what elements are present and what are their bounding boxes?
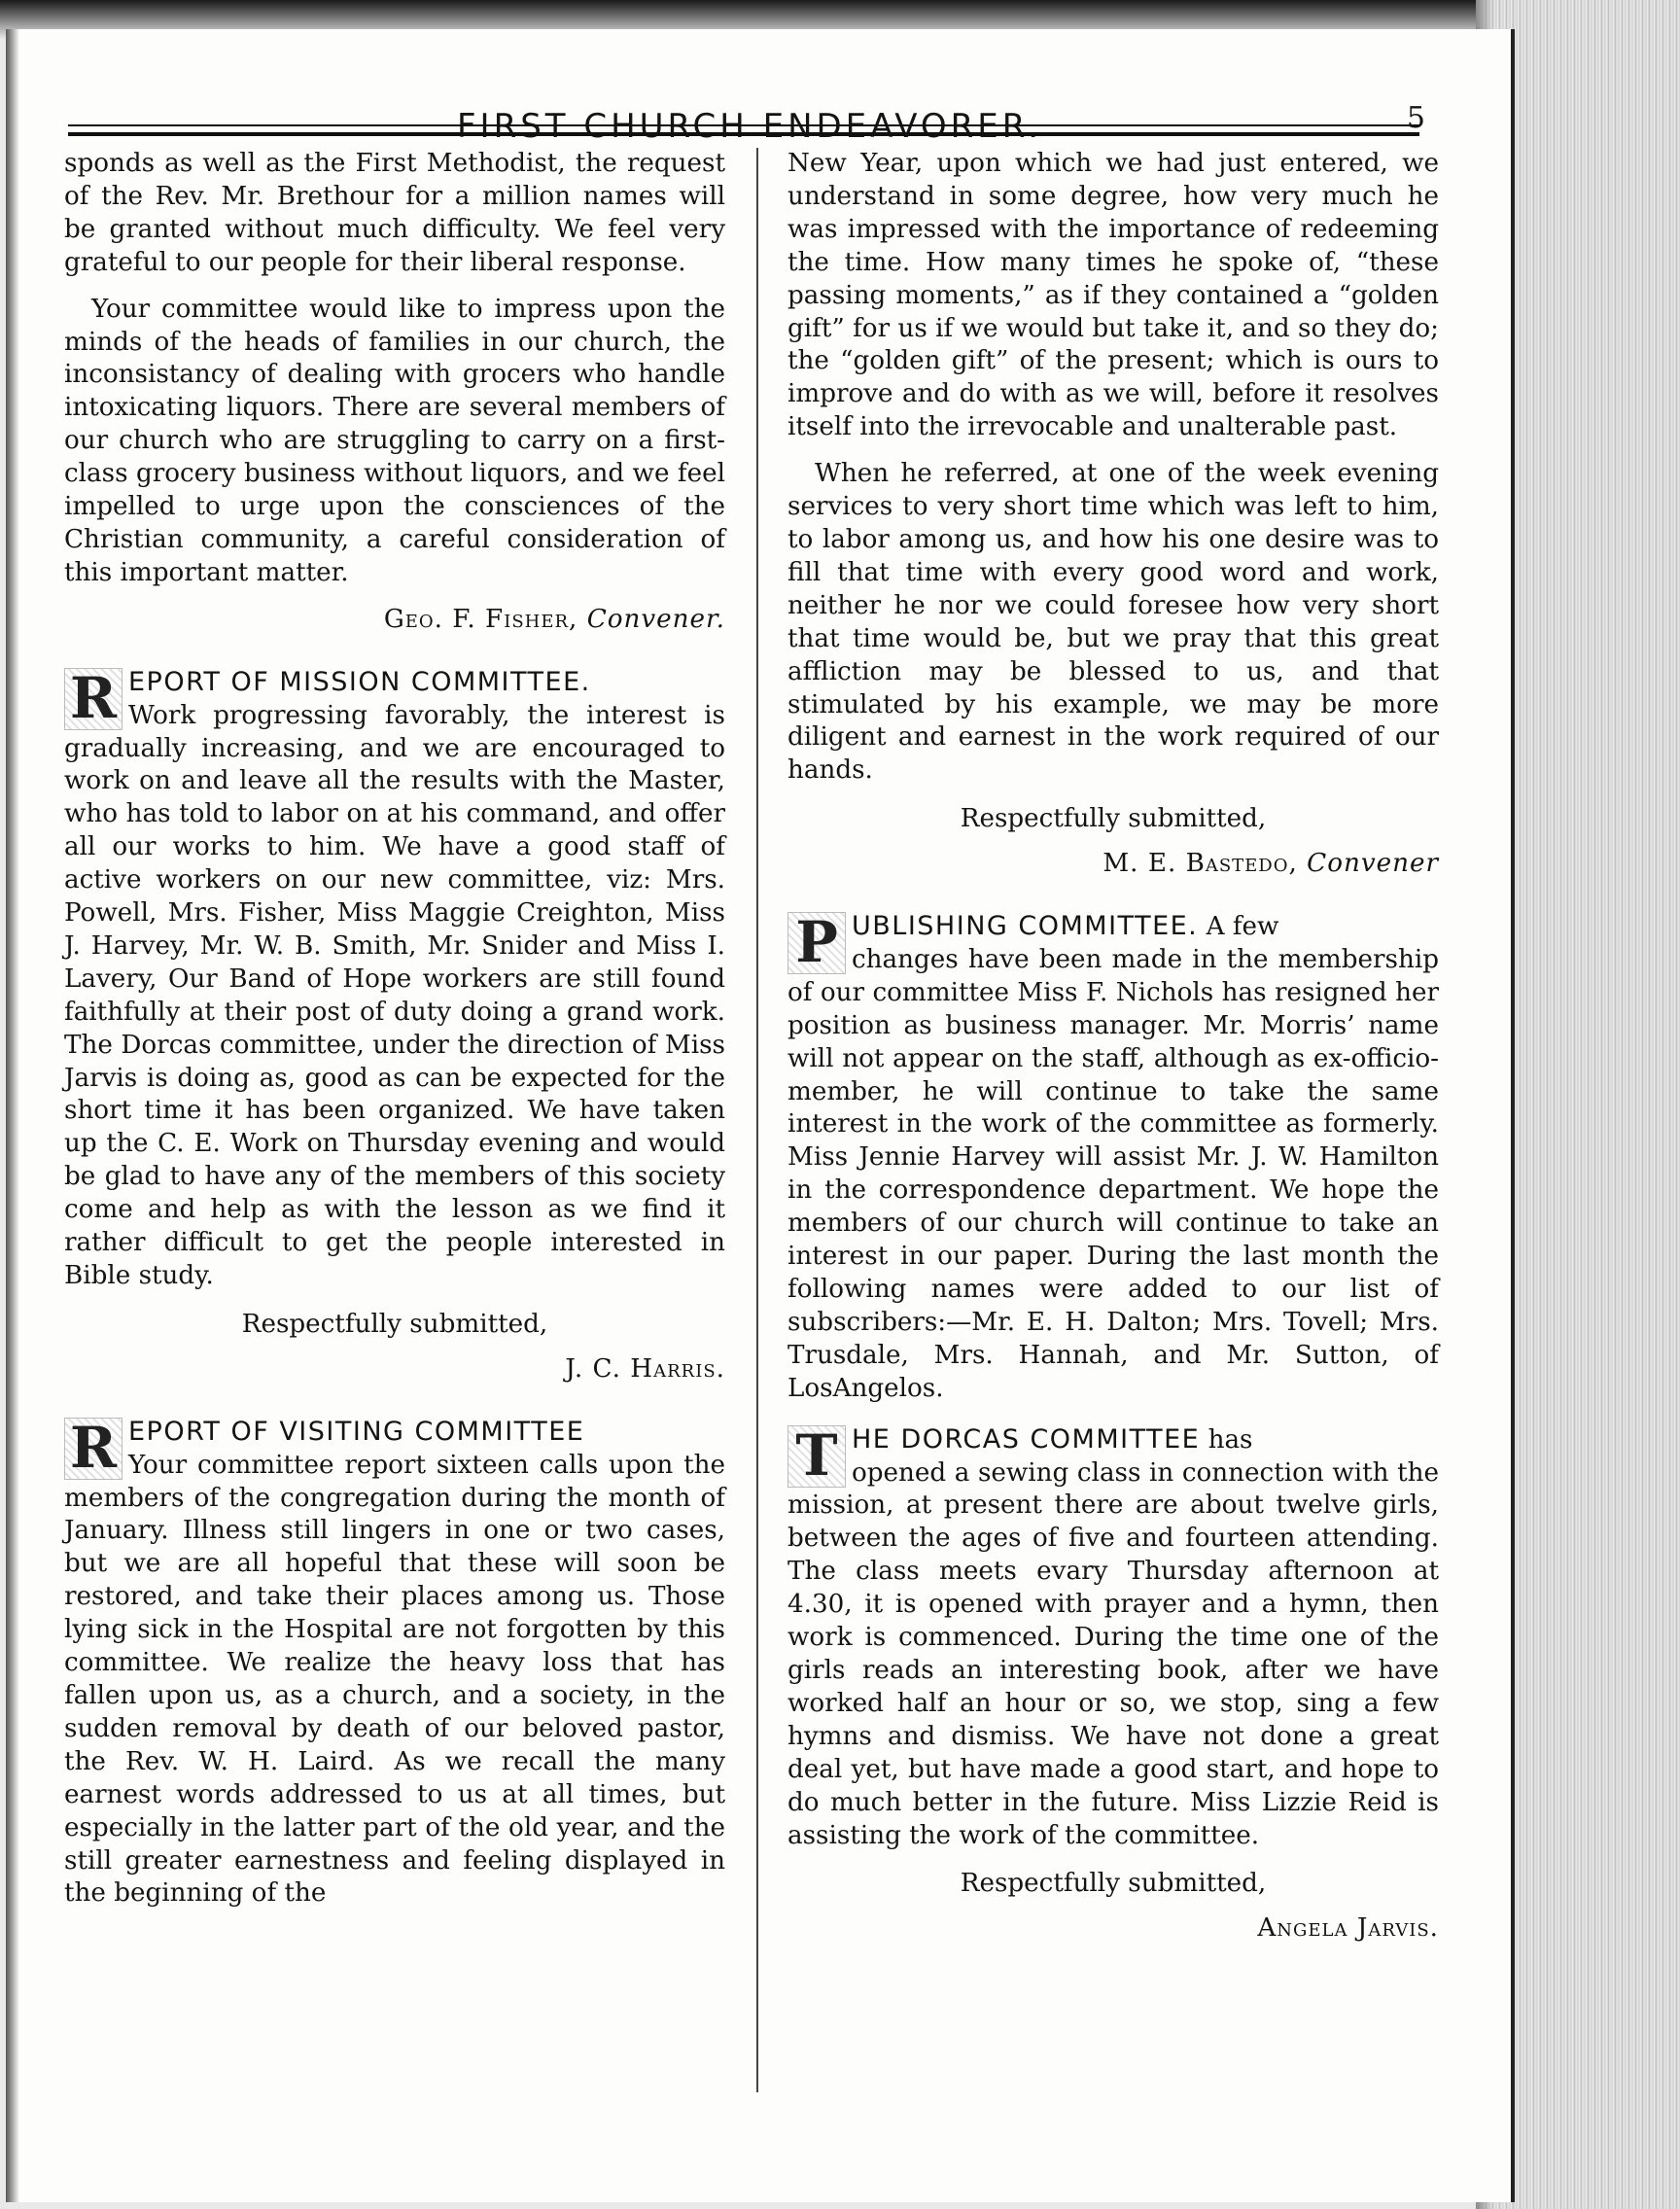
publishing-body-start: A few [1206,912,1279,942]
dorcas-signature: Angela Jarvis. [1257,1913,1439,1944]
paragraph-new-year: New Year, upon which we had just entered, we understand in some degree, how very much he was impressed with the importance of redeeming the time. How many times he spoke of, “these passing moments,” as if they contained a “golden gift” for us if we would but take it, and so they do; the “golden gift” of the present; which is ours to improve and do with as we will, before it resolves itself into the irrevocable and unalterable past. [788,149,1439,442]
visiting-heading: EPORT OF VISITING COMMITTEE [128,1416,585,1447]
dorcas-closing: Respectfully submitted, [960,1869,1267,1899]
publication-title: FIRST CHURCH ENDEAVORER. [456,107,1042,146]
mission-signature: J. C. Harris. [565,1353,725,1384]
page-number: 5 [1406,101,1425,135]
visiting-heading-line [64,1416,725,1911]
paragraph-continuation: sponds as well as the First Methodist, the request of the Rev. Mr. Brethour for a million names will be granted without much difficulty. We feel very grateful to our people for their liberal response. [64,149,725,277]
dorcas-body: opened a sewing class in connection with the mission, at present there are about twelve girls, between the ages of five and fourteen attending. The class meets evary Thursday afternoon at 4.30, it is opened with prayer and a hymn, then work is commenced. During the time one of the girls reads an interesting book, after we have worked half an hour or so, we stop, sing a few hymns and dismiss. We have not done a great deal yet, but have made a good start, and hope to do much better in the future. Miss Lizzie Reid is assisting the work of the committee. [788,1457,1439,1850]
signature-bastedo [788,848,1439,881]
publishing-heading: UBLISHING COMMITTEE. [852,911,1199,942]
signature-role: Convener. [586,604,725,634]
visiting-committee-section [64,1416,725,1911]
bastedo-closing: Respectfully submitted, [960,804,1267,834]
signature-name: Geo. F. Fisher, [383,604,578,634]
mission-drop-cap: R [64,668,122,730]
mission-body: Work progressing favorably, the interest is gradually increasing, and we are encouraged to work on and leave all the results with the Master, who has told to labor on at his command, and offer all our works to him. We have a good staff of active workers on our new committee, viz: Mrs. Powell, Mrs. Fisher, Miss Maggie Creighton, Miss J. Harvey, Mr. W. B. Smith, Mr. Snider and Miss I. Lavery, Our Band of Hope workers are still found faithfully at their post of duty doing a grand work. The Dorcas committee, under the direction of Miss Jarvis is doing as, good as can be expected for the short time it has been organized. We have taken up the C. E. Work on Thursday evening and would be glad to have any of the members of this society come and help as with the lesson as we find it rather difficult to get the people interested in Bible study. [64,700,725,1290]
mission-heading: EPORT OF MISSION COMMITTEE. [128,666,591,697]
publishing-committee-section [788,910,1439,1406]
dorcas-heading: HE DORCAS COMMITTEE [852,1423,1201,1455]
visiting-body: Your committee report sixteen calls upon the members of the congregation during the month of January. Illness still lingers in one or two cases, but we are all hopeful that these will soon be restored, and take their places among us. Those lying sick in the Hospital are not forgotten by this committee. We realize the heavy loss that has fallen upon us, as a church, and a society, in the sudden removal by death of our beloved pastor, the Rev. W. H. Laird. As we recall the many earnest words addressed to us at all times, but especially in the latter part of the old year, and the still greater earnestness and feeling displayed in the beginning of the [64,1450,725,1909]
publishing-drop-cap: P [788,912,846,974]
signature-fisher [64,604,725,637]
left-column [64,148,725,1911]
paragraph-liquor: Your committee would like to impress upon the minds of the heads of families in our church, the inconsistancy of dealing with grocers who handle intoxicating liquors. There are several members of our church who are struggling to carry on a first-class grocery business without liquors, and we feel impelled to urge upon the consciences of the Christian community, a careful consideration of this important matter. [64,294,725,587]
mission-closing: Respectfully submitted, [241,1309,548,1339]
paragraph-week-evening: When he referred, at one of the week evening services to very short time which was left to him, to labor among us, and how his one desire was to fill that time with every good word and work, neither he nor we could foresee how very short that time would be, but we pray that this great affliction may be blessed to us, and that stimulated by his example, we may be more diligent and earnest in the work required of our hands. [788,459,1439,786]
publishing-body: changes have been made in the membership of our committee Miss F. Nichols has resigned her position as business manager. Mr. Morris’ name will not appear on the staff, although as ex-officio-member, he will continue to take the same interest in the work of the committee as formerly. Miss Jennie Harvey will assist Mr. J. W. Hamilton in the correspondence department. We hope the members of our church will continue to take an interest in our paper. During the last month the following names were added to our list of subscribers:—Mr. E. H. Dalton; Mrs. Tovell; Mrs. Trusdale, Mrs. Hannah, and Mr. Sutton, of LosAngelos. [788,944,1439,1403]
dorcas-body-start: has [1208,1424,1253,1455]
signature-role: Convener [1307,849,1439,879]
mission-heading-line [64,666,725,1293]
right-column [788,148,1439,1975]
dorcas-committee-section [788,1423,1439,1946]
visiting-drop-cap: R [64,1418,122,1480]
column-divider [756,148,758,2092]
header-rule [68,124,1419,136]
mission-committee-section [64,666,725,1386]
dorcas-drop-cap: T [788,1425,846,1488]
dorcas-heading-line [788,1423,1439,1853]
signature-name: M. E. Bastedo, [1102,849,1298,879]
publishing-heading-line [788,910,1439,1406]
